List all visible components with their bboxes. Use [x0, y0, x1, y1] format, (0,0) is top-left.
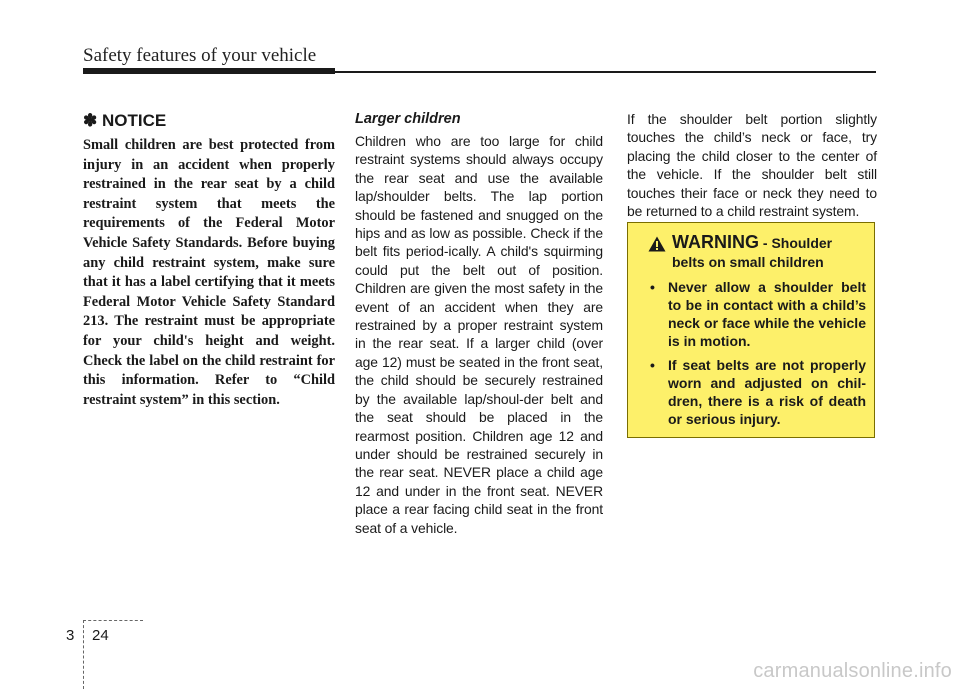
warning-subtitle: - Shoulder belts on small children — [672, 235, 833, 270]
warning-list — [648, 278, 866, 428]
larger-children-column — [355, 110, 603, 537]
header-rule-thick — [83, 68, 335, 74]
watermark: carmanualsonline.info — [753, 660, 952, 682]
notice-body: Small children are best protected from injury in an accident when properly restrained in the rear seat by a child restraint system that meets the requirements of the Federal Motor Vehicle Safety Standards. Before buying any child restraint system, make sure that it has a label certifying that it meets Federal Motor Vehicle Safety Standard 213. The restraint must be appropriate for your child's height and weight. Check the label on the child restraint for this information. Refer to “Child restraint system” in this section. — [83, 137, 335, 408]
warning-item: • If seat belts are not properly worn and adjusted on chil-dren, there is a risk of death or serious injury. — [648, 356, 866, 428]
larger-children-body: Children who are too large for child restraint systems should always occupy the rear seat and use the available lap/shoulder belts. The lap portion should be fastened and snugged on the hips and as low as possible. Check if the belt fits period-ically. A child's squirming could put the belt out of position. Children are given the most safety in the event of an accident when they are restrained by a proper restraint system in the rear seat. If a larger child (over age 12) must be seated in the front seat, the child should be securely restrained by the available lap/shoul-der belt and the seat should be placed in the rearmost position. Children age 12 and under should be restrained securely in the rear seat. NEVER place a child age 12 and under in the front seat. NEVER place a rear facing child seat in the front seat of a vehicle. — [355, 133, 603, 536]
page-section: 3 — [66, 627, 75, 644]
page-number: 24 — [92, 627, 109, 644]
shoulder-belt-text: If the shoulder belt portion slightly touches the child’s neck or face, try placing the child closer to the center of the vehicle. If the shoulder belt still touches their face or neck they need to be returned to a child restraint system. — [627, 111, 877, 220]
notice-column — [83, 110, 335, 410]
header-rule-thin — [335, 71, 876, 73]
header-title: Safety features of your vehicle — [83, 45, 317, 66]
warning-box — [627, 222, 875, 438]
warning-triangle-icon — [648, 236, 666, 252]
notice-heading: ✽ NOTICE — [83, 111, 167, 130]
larger-children-heading: Larger children — [355, 111, 461, 127]
warning-item: • Never allow a shoulder belt to be in contact with a child’s neck or face while the vehicle is in motion. — [648, 278, 866, 350]
warning-title-block — [672, 233, 866, 272]
footer-horizontal-rule — [83, 620, 143, 621]
warning-title: WARNING — [672, 232, 759, 252]
warning-header — [648, 233, 866, 272]
footer-vertical-rule — [83, 620, 84, 689]
shoulder-belt-column — [627, 110, 877, 220]
